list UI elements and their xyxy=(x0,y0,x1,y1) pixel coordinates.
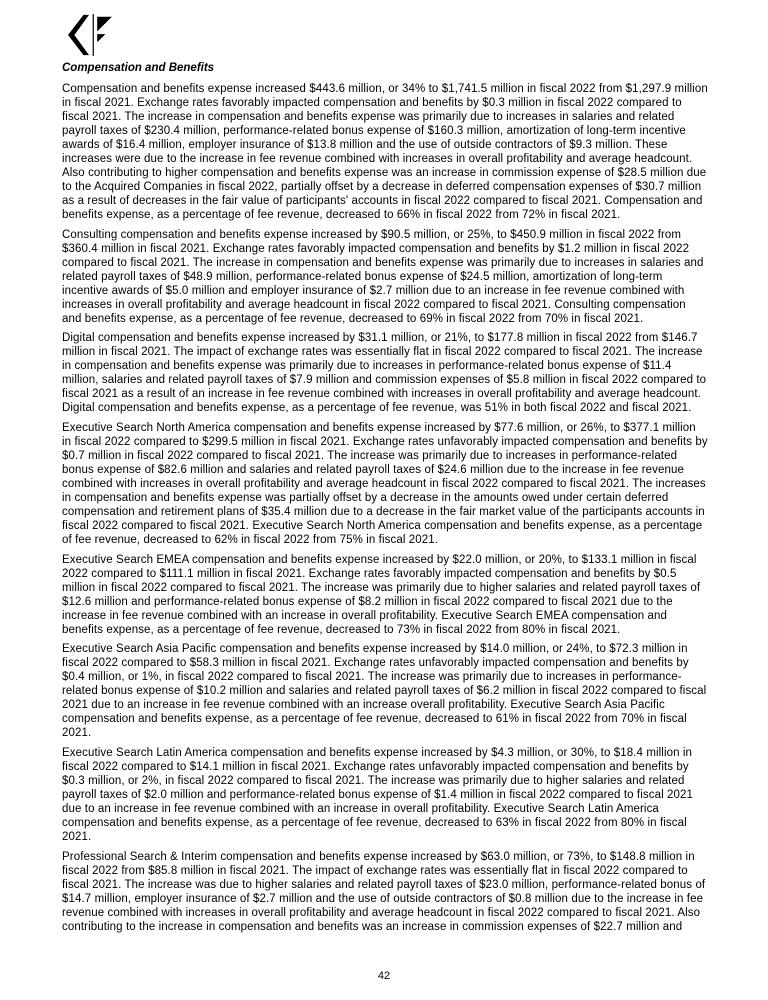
paragraph-compensation-overview: Compensation and benefits expense increased $443.6 million, or 34% to $1,741.5 million in fiscal 2022 from $1,297.9 million in fiscal 2021. Exchange rates favorably impacted compensation and benefits by $0.3 million in fiscal 2022 compared to fiscal 2021. The increase in compensation and benefits expense was primarily due to increases in salaries and related payroll taxes of $230.4 million, performance-related bonus expense of $160.3 million, amortization of long-term incentive awards of $16.4 million, employer insurance of $13.8 million and the use of outside contractors of $9.3 million. These increases were due to the increase in fee revenue combined with increases in overall profitability and average headcount. Also contributing to higher compensation and benefits expense was an increase in commission expense of $28.5 million due to the Acquired Companies in fiscal 2022, partially offset by a decrease in deferred compensation expenses of $30.7 million as a result of decreases in the fair value of participants' accounts in fiscal 2022 compared to fiscal 2021. Compensation and benefits expense, as a percentage of fee revenue, decreased to 66% in fiscal 2022 from 72% in fiscal 2021. xyxy=(62,83,708,221)
paragraph-consulting: Consulting compensation and benefits expense increased by $90.5 million, or 25%, to $450.9 million in fiscal 2022 from $360.4 million in fiscal 2021. Exchange rates favorably impacted compensation and benefits by $1.2 million in fiscal 2022 compared to fiscal 2021. The increase in compensation and benefits expense was primarily due to increases in salaries and related payroll taxes of $48.9 million, performance-related bonus expense of $24.5 million, amortization of long-term incentive awards of $5.0 million and employer insurance of $2.7 million due to an increase in fee revenue combined with increases in overall profitability and average headcount in fiscal 2022 compared to fiscal 2021. Consulting compensation and benefits expense, as a percentage of fee revenue, decreased to 69% in fiscal 2022 from 70% in fiscal 2021. xyxy=(62,228,704,325)
paragraph-exec-search-asia-pacific: Executive Search Asia Pacific compensation and benefits expense increased by $14.0 million, or 24%, to $72.3 million in fiscal 2022 compared to $58.3 million in fiscal 2021. Exchange rates unfavorably impacted compensation and benefits by $0.4 million, or 1%, in fiscal 2022 compared to fiscal 2021. The increase was primarily due to increases in performance-related bonus expense of $10.2 million and salaries and related payroll taxes of $6.2 million in fiscal 2022 compared to fiscal 2021 due to an increase in fee revenue combined with an increase overall profitability. Executive Search Asia Pacific compensation and benefits expense, as a percentage of fee revenue, decreased to 61% in fiscal 2022 from 70% in fiscal 2021. xyxy=(62,643,707,740)
kf-monogram-icon xyxy=(65,14,113,56)
paragraph-exec-search-north-america: Executive Search North America compensation and benefits expense increased by $77.6 million, or 26%, to $377.1 million in fiscal 2022 compared to $299.5 million in fiscal 2021. Exchange rates unfavorably impacted compensation and benefits by $0.7 million in fiscal 2022 compared to fiscal 2021. The increase was primarily due to increases in performance-related bonus expense of $82.6 million and salaries and related payroll taxes of $24.6 million due to the increase in fee revenue combined with increases in overall profitability and average headcount in fiscal 2022 compared to fiscal 2021. The increases in compensation and benefits expense was partially offset by a decrease in the amounts owed under certain deferred compensation and retirement plans of $35.4 million due to a decrease in the fair market value of the participants accounts in fiscal 2022 compared to fiscal 2021. Executive Search North America compensation and benefits expense, as a percentage of fee revenue, decreased to 62% in fiscal 2022 from 75% in fiscal 2021. xyxy=(62,422,708,547)
paragraph-professional-search-interim: Professional Search & Interim compensation and benefits expense increased by $63.0 million, or 73%, to $148.8 million in fiscal 2022 from $85.8 million in fiscal 2021. The impact of exchange rates was essentially flat in fiscal 2022 compared to fiscal 2021. The increase was due to higher salaries and related payroll taxes of $23.0 million, performance-related bonus of $14.7 million, employer insurance of $2.7 million and the use of outside contractors of $0.8 million due to the increase in fee revenue combined with increases in overall profitability and average headcount in fiscal 2022 compared to fiscal 2021. Also contributing to the increase in compensation and benefits was an increase in commission expenses of $22.7 million and xyxy=(62,850,706,933)
paragraph-exec-search-emea: Executive Search EMEA compensation and benefits expense increased by $22.0 million, or 20%, to $133.1 million in fiscal 2022 compared to $111.1 million in fiscal 2021. Exchange rates favorably impacted compensation and benefits by $0.5 million in fiscal 2022 compared to fiscal 2021. The increase was primarily due to higher salaries and related payroll taxes of $12.6 million and performance-related bonus expense of $8.2 million in fiscal 2022 compared to fiscal 2021 due to the increase in fee revenue combined with an increase in overall profitability. Executive Search EMEA compensation and benefits expense, as a percentage of fee revenue, decreased to 73% in fiscal 2022 from 80% in fiscal 2021. xyxy=(62,553,701,636)
document-body xyxy=(62,82,708,940)
page-number: 42 xyxy=(377,970,391,982)
korn-ferry-logo xyxy=(65,14,113,56)
paragraph-exec-search-latin-america: Executive Search Latin America compensation and benefits expense increased by $4.3 million, or 30%, to $18.4 million in fiscal 2022 compared to $14.1 million in fiscal 2021. Exchange rates unfavorably impacted compensation and benefits by $0.3 million, or 2%, in fiscal 2022 compared to fiscal 2021. The increase was primarily due to higher salaries and related payroll taxes of $2.0 million and performance-related bonus expense of $1.4 million in fiscal 2022 compared to fiscal 2021 due to an increase in fee revenue combined with an increase in overall profitability. Executive Search Latin America compensation and benefits expense, as a percentage of fee revenue, decreased to 63% in fiscal 2022 from 80% in fiscal 2021. xyxy=(62,747,693,844)
paragraph-digital: Digital compensation and benefits expense increased by $31.1 million, or 21%, to $177.8 million in fiscal 2022 from $146.7 million in fiscal 2021. The impact of exchange rates was essentially flat in fiscal 2022 compared to fiscal 2021. The increase in compensation and benefits expense was primarily due to increases in performance-related bonus expense of $11.4 million, salaries and related payroll taxes of $7.9 million and commission expenses of $5.8 million in fiscal 2022 compared to fiscal 2021 as a result of an increase in fee revenue combined with increases in overall profitability and average headcount. Digital compensation and benefits expense, as a percentage of fee revenue, was 51% in both fiscal 2022 and fiscal 2021. xyxy=(62,332,707,415)
section-heading: Compensation and Benefits xyxy=(62,62,215,74)
